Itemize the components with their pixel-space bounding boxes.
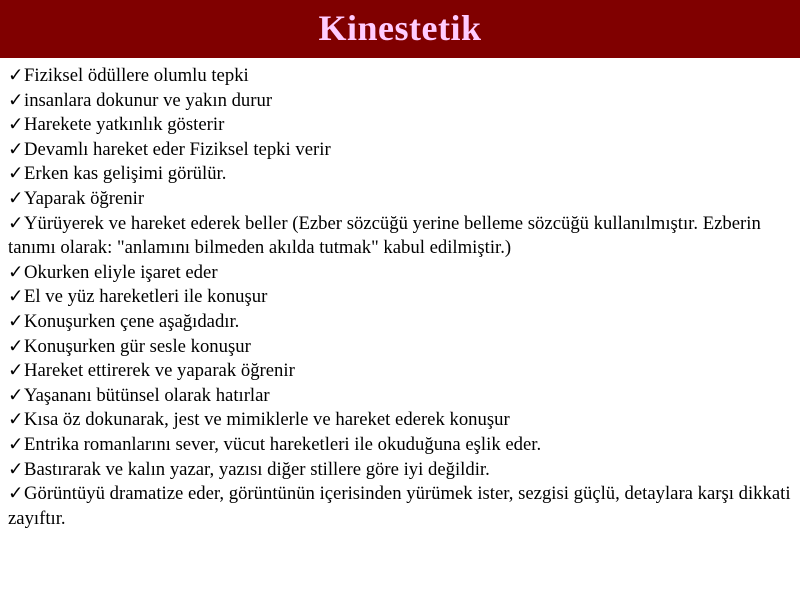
list-item-text: Harekete yatkınlık gösterir bbox=[24, 114, 225, 136]
check-mark-icon: ✓ bbox=[8, 89, 24, 111]
list-item bbox=[8, 285, 794, 310]
check-mark-icon: ✓ bbox=[8, 138, 24, 160]
check-mark-icon: ✓ bbox=[8, 384, 24, 406]
list-item bbox=[8, 162, 794, 187]
check-mark-icon: ✓ bbox=[8, 65, 24, 86]
check-mark-icon: ✓ bbox=[8, 261, 24, 283]
check-mark-icon: ✓ bbox=[8, 360, 24, 382]
list-item-text: Hareket ettirerek ve yaparak öğrenir bbox=[24, 360, 295, 382]
list-item-text: Konuşurken gür sesle konuşur bbox=[24, 335, 251, 357]
slide-title: Kinestetik bbox=[318, 8, 482, 48]
check-mark-icon: ✓ bbox=[8, 483, 24, 505]
list-item-text: Erken kas gelişimi görülür. bbox=[24, 163, 227, 185]
list-item-text: Yaşananı bütünsel olarak hatırlar bbox=[24, 384, 270, 406]
list-item-text: Okurken eliyle işaret eder bbox=[24, 261, 218, 283]
list-item-text: El ve yüz hareketleri ile konuşur bbox=[24, 286, 268, 308]
check-mark-icon: ✓ bbox=[8, 310, 24, 332]
title-bar bbox=[0, 0, 800, 58]
check-mark-icon: ✓ bbox=[8, 114, 24, 136]
list-item bbox=[8, 310, 794, 335]
check-mark-icon: ✓ bbox=[8, 335, 24, 357]
list-item bbox=[8, 113, 794, 138]
list-item bbox=[8, 261, 794, 286]
check-mark-icon: ✓ bbox=[8, 409, 24, 431]
list-item-text: Fiziksel ödüllere olumlu tepki bbox=[24, 65, 249, 86]
list-item-text: Konuşurken çene aşağıdadır. bbox=[24, 310, 240, 332]
list-item bbox=[8, 335, 794, 360]
list-item bbox=[8, 384, 794, 409]
list-item bbox=[8, 433, 794, 458]
list-item bbox=[8, 482, 794, 531]
list-item bbox=[8, 458, 794, 483]
check-mark-icon: ✓ bbox=[8, 212, 24, 234]
check-mark-icon: ✓ bbox=[8, 433, 24, 455]
bullet-list bbox=[8, 64, 794, 531]
check-mark-icon: ✓ bbox=[8, 286, 24, 308]
list-item-text: Yürüyerek ve hareket ederek beller (Ezber sözcüğü yerine belleme sözcüğü kullanılmıştır. Ezberin tanımı olarak: "anlamını bilmeden akılda tutmak" kabul edilmiştir.) bbox=[8, 212, 761, 259]
list-item bbox=[8, 212, 794, 261]
check-mark-icon: ✓ bbox=[8, 187, 24, 209]
list-item-text: Yaparak öğrenir bbox=[24, 187, 145, 209]
list-item bbox=[8, 89, 794, 114]
list-item bbox=[8, 408, 794, 433]
list-item-text: insanlara dokunur ve yakın durur bbox=[24, 89, 273, 111]
list-item-text: Görüntüyü dramatize eder, görüntünün içerisinden yürümek ister, sezgisi güçlü, detaylara karşı dikkati zayıftır. bbox=[8, 483, 791, 529]
list-item bbox=[8, 138, 794, 163]
list-item-text: Kısa öz dokunarak, jest ve mimiklerle ve hareket ederek konuşur bbox=[24, 409, 510, 431]
list-item-text: Entrika romanlarını sever, vücut hareketleri ile okuduğuna eşlik eder. bbox=[24, 433, 542, 455]
list-item bbox=[8, 64, 794, 89]
list-item-text: Bastırarak ve kalın yazar, yazısı diğer stillere göre iyi değildir. bbox=[24, 458, 490, 480]
list-item bbox=[8, 359, 794, 384]
check-mark-icon: ✓ bbox=[8, 163, 24, 185]
list-item bbox=[8, 187, 794, 212]
check-mark-icon: ✓ bbox=[8, 458, 24, 480]
list-item-text: Devamlı hareket eder Fiziksel tepki verir bbox=[24, 138, 331, 160]
